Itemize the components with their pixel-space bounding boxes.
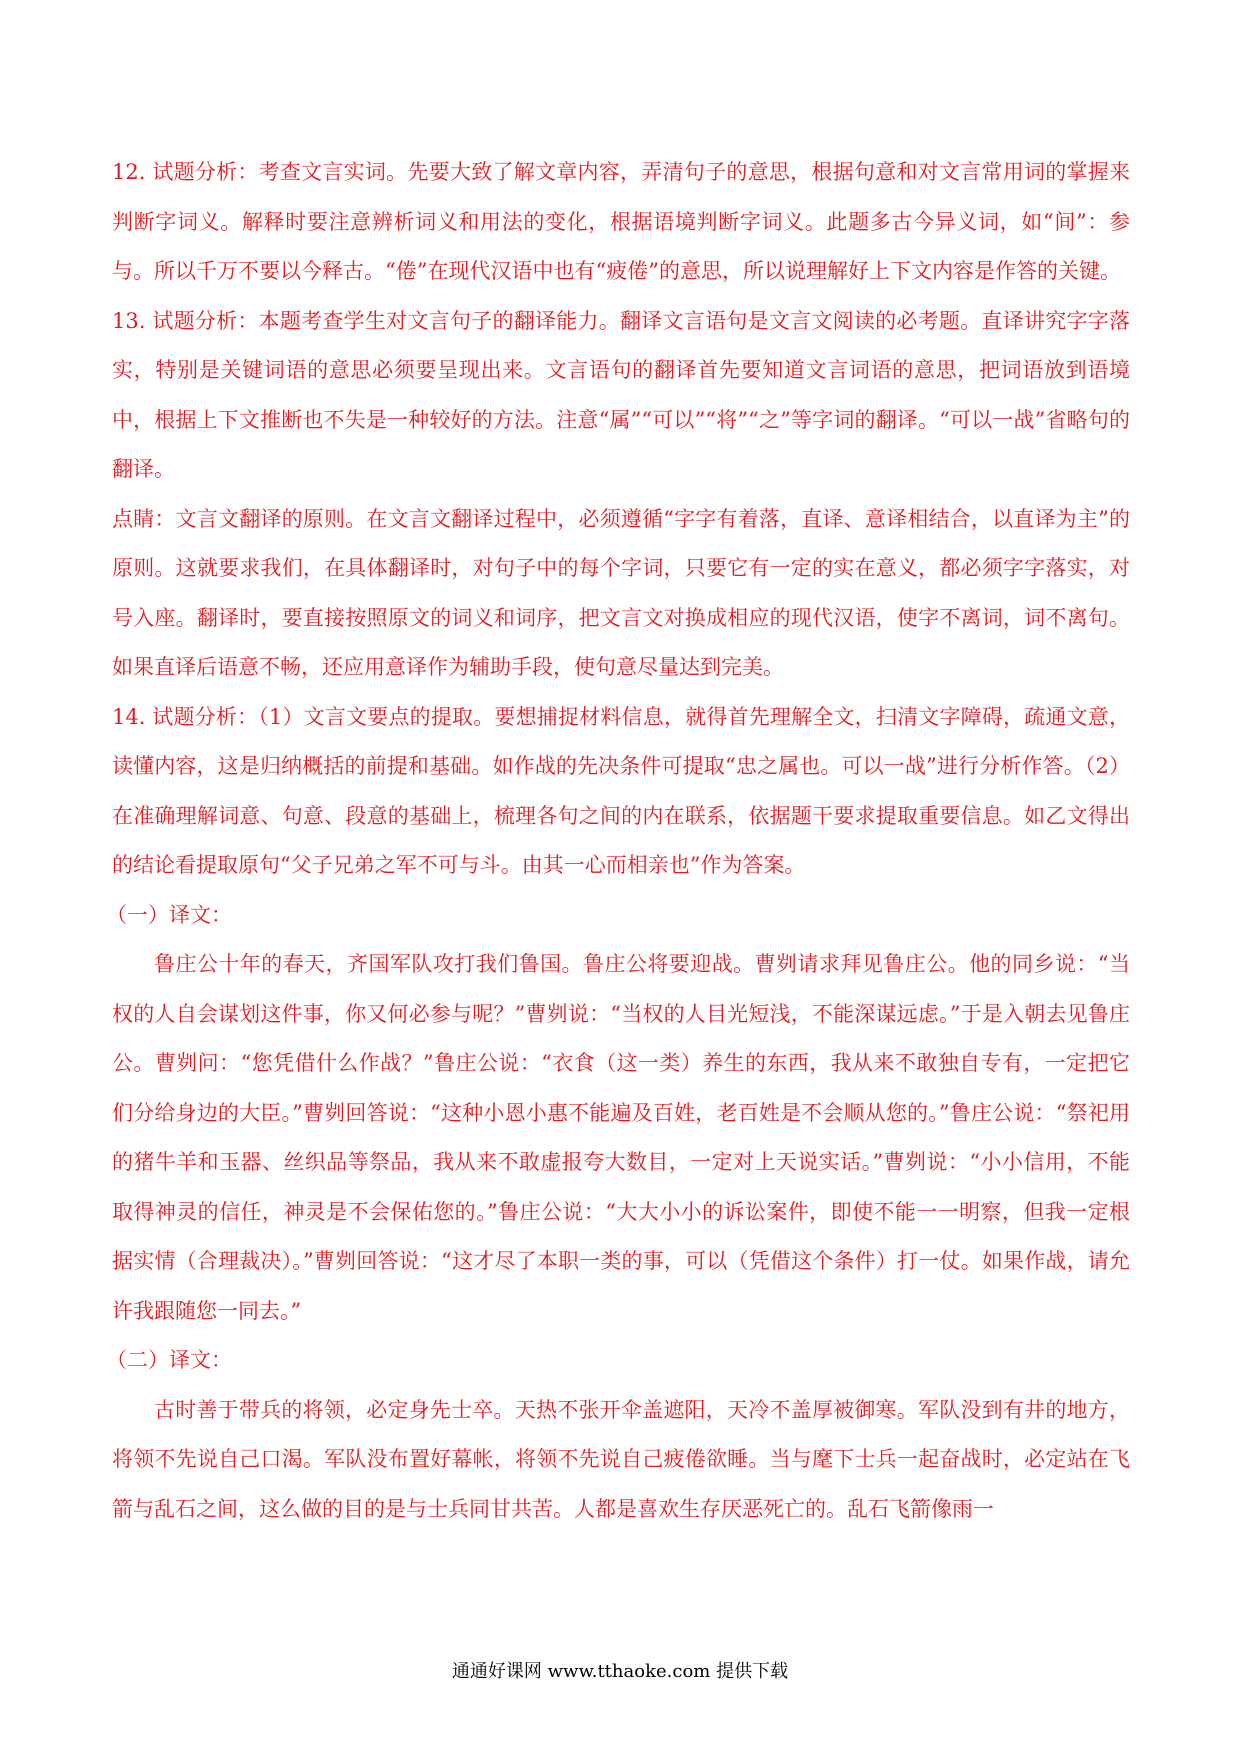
translation-2-body: 古时善于带兵的将领，必定身先士卒。天热不张开伞盖遮阳，天冷不盖厚被御寒。军队没到有井的地方，将领不先说自己口渴。军队没布置好幕帐，将领不先说自己疲倦欲睡。当与麾下士兵一起奋战时，必定站在飞箭与乱石之间，这么做的目的是与士兵同甘共苦。人都是喜欢生存厌恶死亡的。乱石飞箭像雨一 [112,1397,1130,1521]
key-point-note: 点睛：文言文翻译的原则。在文言文翻译过程中，必须遵循“字字有着落，直译、意译相结合，以直译为主”的原则。这就要求我们，在具体翻译时，对句子中的每个字词，只要它有一定的实在意义，都必须字字落实，对号入座。翻译时，要直接按照原文的词义和词序，把文言文对换成相应的现代汉语，使字不离词，词不离句。如果直译后语意不畅，还应用意译作为辅助手段，使句意尽量达到完美。 [112,506,1130,679]
page-footer: 通通好课网 www.tthaoke.com 提供下载 [451,1661,789,1682]
answer-13: 13. 试题分析：本题考查学生对文言句子的翻译能力。翻译文言语句是文言文阅读的必考题。直译讲究字字落实，特别是关键词语的意思必须要呈现出来。文言语句的翻译首先要知道文言词语的意思，把词语放到语境中，根据上下文推断也不失是一种较好的方法。注意“属”“可以”“将”“之”等字词的翻译。“可以一战”省略句的翻译。 [112,308,1130,481]
answer-12: 12. 试题分析：考查文言实词。先要大致了解文章内容，弄清句子的意思，根据句意和对文言常用词的掌握来判断字词义。解释时要注意辨析词义和用法的变化，根据语境判断字词义。此题多古今异义词，如“间”：参与。所以千万不要以今释古。“倦”在现代汉语中也有“疲倦”的意思，所以说理解好上下文内容是作答的关键。 [112,160,1130,283]
document-body [106,148,1131,1534]
translation-1-body: 鲁庄公十年的春天，齐国军队攻打我们鲁国。鲁庄公将要迎战。曹刿请求拜见鲁庄公。他的同乡说：“当权的人自会谋划这件事，你又何必参与呢？”曹刿说：“当权的人目光短浅，不能深谋远虑。”于是入朝去见鲁庄公。曹刿问：“您凭借什么作战？”鲁庄公说：“衣食（这一类）养生的东西，我从来不敢独自专有，一定把它们分给身边的大臣。”曹刿回答说：“这种小恩小惠不能遍及百姓，老百姓是不会顺从您的。”鲁庄公说：“祭祀用的猪牛羊和玉器、丝织品等祭品，我从来不敢虚报夸大数目，一定对上天说实话。”曹刿说：“小小信用，不能取得神灵的信任，神灵是不会保佑您的。”鲁庄公说：“大大小小的诉讼案件，即使不能一一明察，但我一定根据实情（合理裁决）。”曹刿回答说：“这才尽了本职一类的事，可以（凭借这个条件）打一仗。如果作战，请允许我跟随您一同去。” [112,952,1130,1323]
translation-1-heading: （一）译文： [106,902,232,927]
answer-14: 14. 试题分析：（1）文言文要点的提取。要想捕捉材料信息，就得首先理解全文，扫清文字障碍，疏通文意，读懂内容，这是归纳概括的前提和基础。如作战的先决条件可提取“忠之属也。可以一战”进行分析作答。（2）在准确理解词意、句意、段意的基础上，梳理各句之间的内在联系，依据题干要求提取重要信息。如乙文得出的结论看提取原句“父子兄弟之军不可与斗。由其一心而相亲也”作为答案。 [112,704,1131,877]
translation-2-heading: （二）译文： [106,1348,232,1372]
